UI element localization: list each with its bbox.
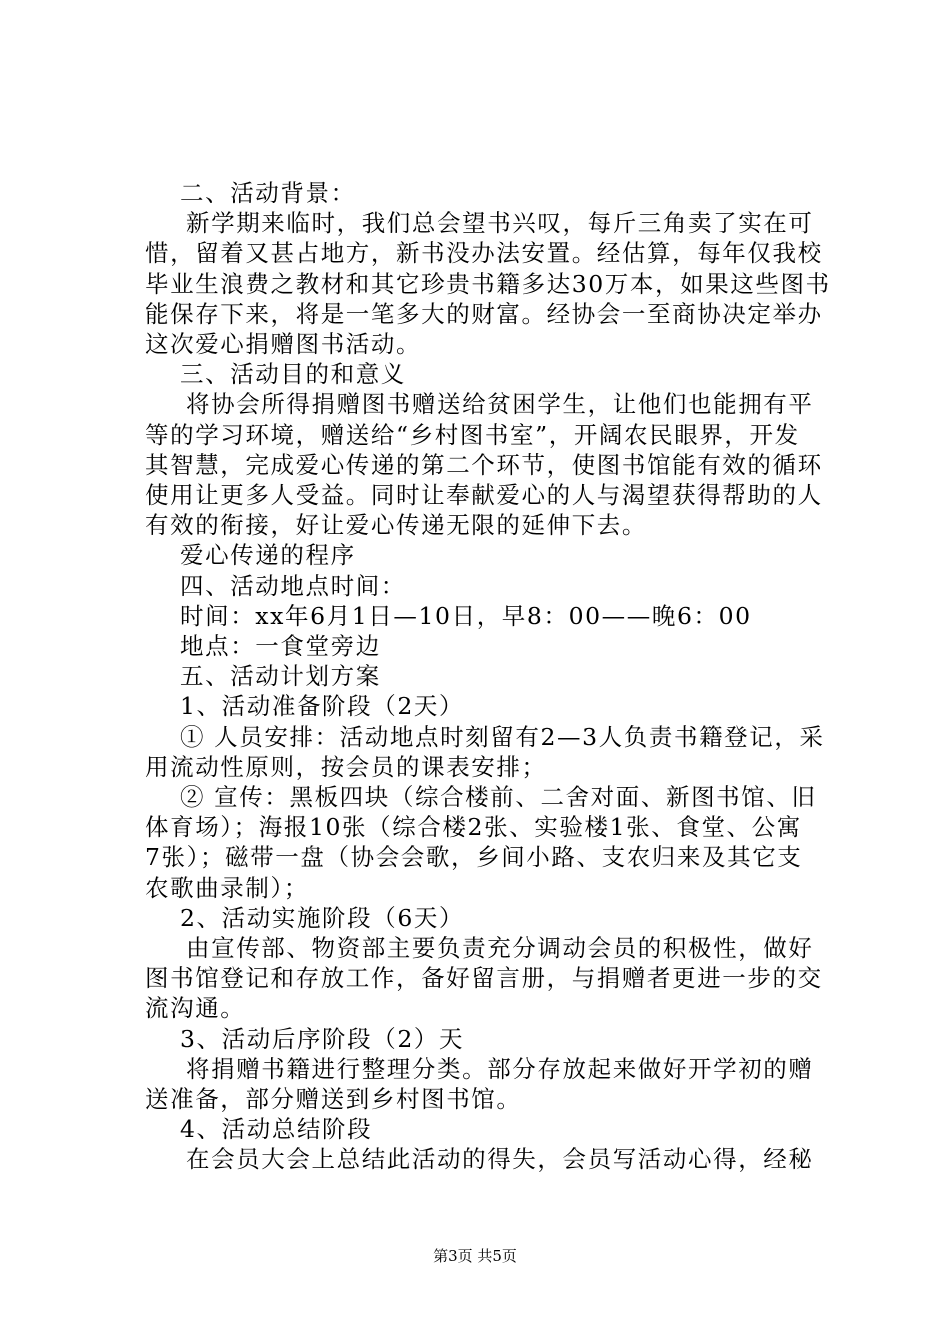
paragraph-line: 用流动性原则，按会员的课表安排； — [145, 753, 547, 781]
paragraph-line: 新学期来临时，我们总会望书兴叹，每斤三角卖了实在可 — [186, 209, 814, 237]
heading-love-relay-procedure: 爱心传递的程序 — [180, 541, 356, 569]
activity-place-line: 地点：一食堂旁边 — [180, 632, 381, 660]
paragraph-line: 将协会所得捐赠图书赠送给贫困学生，让他们也能拥有平 — [186, 390, 814, 418]
paragraph-line: 将捐赠书籍进行整理分类。部分存放起来做好开学初的赠 — [186, 1055, 814, 1083]
heading-activity-background: 二、活动背景： — [180, 179, 356, 207]
heading-activity-place-time: 四、活动地点时间： — [180, 572, 406, 600]
page-number-footer: 第3页 共5页 — [433, 1247, 517, 1265]
paragraph-line: 使用让更多人受益。同时让奉献爱心的人与渴望获得帮助的人 — [145, 481, 823, 509]
activity-time-line: 时间：xx年6月1日—10日，早8：00——晚6：00 — [180, 602, 752, 630]
paragraph-line: 有效的衔接，好让爱心传递无限的延伸下去。 — [145, 511, 647, 539]
heading-activity-purpose: 三、活动目的和意义 — [180, 360, 406, 388]
paragraph-line: 流沟通。 — [145, 994, 246, 1022]
paragraph-line: 惜，留着又甚占地方，新书没办法安置。经估算，每年仅我校 — [145, 239, 823, 267]
heading-activity-plan: 五、活动计划方案 — [180, 662, 381, 690]
heading-preparation-stage: 1、活动准备阶段（2天） — [180, 692, 465, 720]
heading-implementation-stage: 2、活动实施阶段（6天） — [180, 904, 465, 932]
paragraph-line: 体育场）；海报10张（综合楼2张、实验楼1张、食堂、公寓 — [145, 813, 802, 841]
paragraph-line: 等的学习环境，赠送给“乡村图书室”，开阔农民眼界，开发 — [145, 421, 800, 449]
paragraph-line: 其智慧，完成爱心传递的第二个环节，使图书馆能有效的循环 — [145, 451, 823, 479]
heading-summary-stage: 4、活动总结阶段 — [180, 1115, 373, 1143]
list-item-publicity: ② 宣传：黑板四块（综合楼前、二舍对面、新图书馆、旧 — [180, 783, 817, 811]
paragraph-line: 能保存下来，将是一笔多大的财富。经协会一至商协决定举办 — [145, 300, 823, 328]
paragraph-line: 这次爱心捐赠图书活动。 — [145, 330, 422, 358]
paragraph-line: 毕业生浪费之教材和其它珍贵书籍多达30万本，如果这些图书 — [145, 270, 831, 298]
paragraph-line: 在会员大会上总结此活动的得失，会员写活动心得，经秘 — [186, 1145, 814, 1173]
paragraph-line: 农歌曲录制）； — [145, 874, 309, 902]
paragraph-line: 7张）；磁带一盘（协会会歌，乡间小路、支农归来及其它支 — [145, 843, 803, 871]
paragraph-line: 由宣传部、物资部主要负责充分调动会员的积极性，做好 — [186, 934, 814, 962]
heading-followup-stage: 3、活动后序阶段（2）天 — [180, 1025, 465, 1053]
paragraph-line: 图书馆登记和存放工作，备好留言册，与捐赠者更进一步的交 — [145, 964, 823, 992]
paragraph-line: 送准备，部分赠送到乡村图书馆。 — [145, 1085, 522, 1113]
list-item-staffing: ① 人员安排：活动地点时刻留有2—3人负责书籍登记，采 — [180, 723, 825, 751]
